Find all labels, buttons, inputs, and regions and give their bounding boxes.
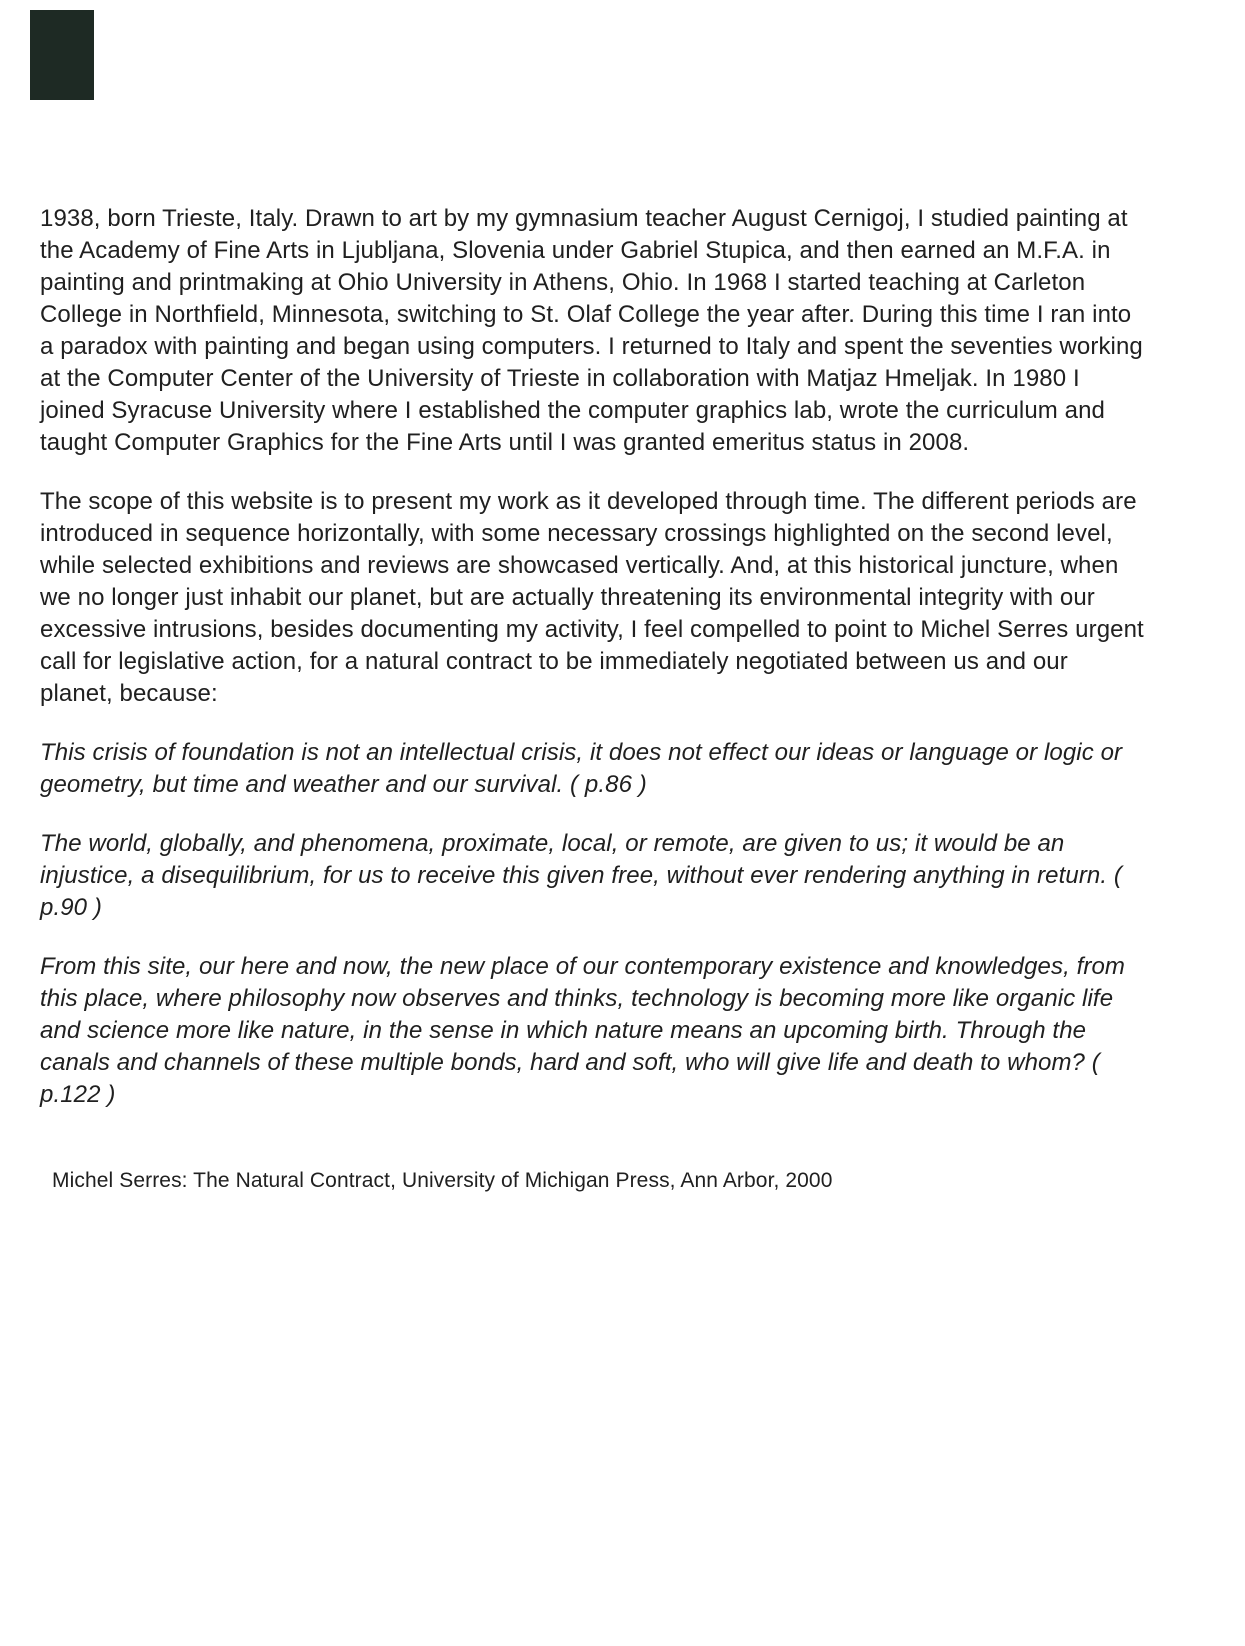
serres-quote-1: This crisis of foundation is not an intellectual crisis, it does not effect our ideas or language or logic or geometry, but time and weather and our survival. ( p.86 ) [40, 739, 1123, 798]
bio-paragraph: 1938, born Trieste, Italy. Drawn to art by my gymnasium teacher August Cernigoj, I studied painting at the Academy of Fine Arts in Ljubljana, Slovenia under Gabriel Stupica, and then earned an M.F.A. in painting and printmaking at Ohio University in Athens, Ohio. In 1968 I started teaching at Carleton College in Northfield, Minnesota, switching to St. Olaf College the year after. During this time I ran into a paradox with painting and began using computers. I returned to Italy and spent the seventies working at the Computer Center of the University of Trieste in collaboration with Matjaz Hmeljak. In 1980 I joined Syracuse University where I established the computer graphics lab, wrote the curriculum and taught Computer Graphics for the Fine Arts until I was granted emeritus status in 2008. [40, 205, 1143, 456]
book-citation: Michel Serres: The Natural Contract, University of Michigan Press, Ann Arbor, 2000 [52, 1169, 833, 1192]
serres-quote-2: The world, globally, and phenomena, proximate, local, or remote, are given to us; it would be an injustice, a disequilibrium, for us to receive this given free, without ever rendering anything in return. ( p.90 ) [40, 830, 1122, 921]
bio-content [40, 203, 1147, 1221]
website-scope-paragraph: The scope of this website is to present my work as it developed through time. The different periods are introduced in sequence horizontally, with some necessary crossings highlighted on the second level, while selected exhibitions and reviews are showcased vertically. And, at this historical juncture, when we no longer just inhabit our planet, but are actually threatening its environmental integrity with our excessive intrusions, besides documenting my activity, I feel compelled to point to Michel Serres urgent call for legislative action, for a natural contract to be immediately negotiated between us and our planet, because: [40, 488, 1144, 707]
logo-block [30, 10, 94, 100]
serres-quote-3: From this site, our here and now, the new place of our contemporary existence and knowledges, from this place, where philosophy now observes and thinks, technology is becoming more like organic life and science more like nature, in the sense in which nature means an upcoming birth. Through the canals and channels of these multiple bonds, hard and soft, who will give life and death to whom? ( p.122 ) [40, 953, 1126, 1108]
